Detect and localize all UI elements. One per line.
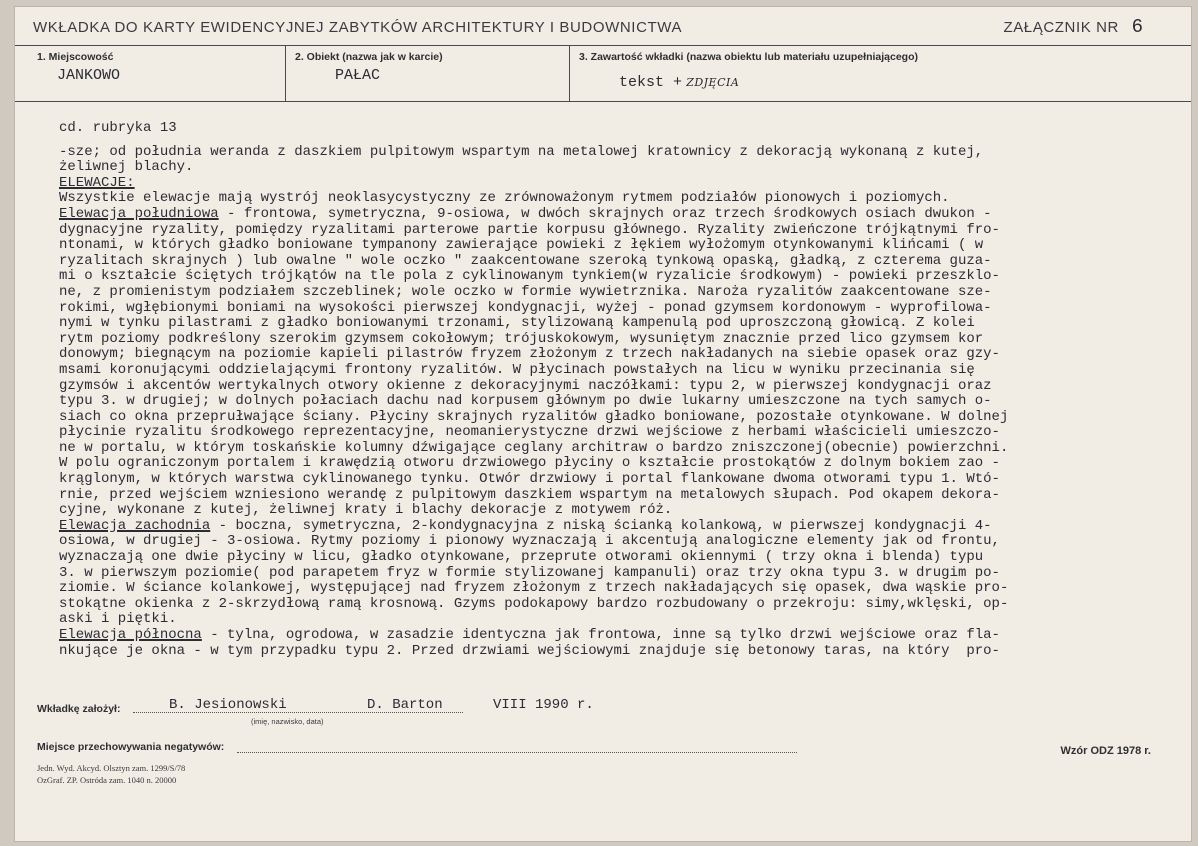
description-line [59, 612, 1179, 628]
description-line [59, 316, 1179, 332]
header-divider [15, 45, 1191, 46]
object-label: 2. Obiekt (nazwa jak w karcie) [295, 51, 443, 63]
line-text: W polu ograniczonym portalem i krawędzią otworu drzwiowego płyciny o kształcie prostokątów z dolnym bokiem zao - [59, 455, 1000, 472]
description-line [59, 301, 1179, 317]
prepared-by-label: Wkładkę założył: [37, 703, 121, 715]
section-heading: Elewacja północna [59, 627, 202, 643]
author-1: B. Jesionowski [169, 697, 287, 713]
description-line [59, 597, 1179, 613]
line-text: osiowa, w drugiej - 3-osiowa. Rytmy poziomy i pionowy wyznaczają i akcentują analogiczne elementy jak od frontu, [59, 533, 1000, 550]
description-line [59, 145, 1179, 161]
line-text: stokątne okienka z 2-skrzydłową ramą krosnową. Gzyms podokapowy bardzo rozbudowany o przekroju: simy,wklęski, op- [59, 595, 1009, 612]
form-pattern: Wzór ODZ 1978 r. [1060, 745, 1151, 757]
description-line [59, 488, 1179, 504]
line-text: - frontowa, symetryczna, 9-osiowa, w dwóch skrajnych oraz trzech środkowych osiach dwukon - [218, 205, 992, 222]
line-text: ziomie. W ściance kolankowej, występującej nad fryzem złożonym z trzech nakładających się opasek, dwa wąskie pro- [59, 580, 1009, 597]
continuation-heading: cd. rubryka 13 [59, 120, 177, 136]
description-line [59, 254, 1179, 270]
line-text: nymi w tynku pilastrami z gładko boniowanymi trzonami, stylizowaną kampenulą pod uproszczoną głowicą. Z kolei [59, 315, 975, 332]
section-heading: Elewacja południowa [59, 205, 219, 222]
description-line [59, 566, 1179, 582]
line-text: ryzalitach skrajnych ) lub owalne " wole oczko " zaakcentowane szeroką tynkową opaską, gładką, z czterema guza- [59, 252, 992, 269]
description-line [59, 425, 1179, 441]
locality-label: 1. Miejscowość [37, 51, 114, 63]
description-line [59, 332, 1179, 348]
description-line [59, 550, 1179, 566]
line-text: cyjne, wykonane z kutej, żeliwnej kraty i blachy dekoracje z motywem róż. [59, 502, 673, 519]
print-info-2: OzGraf. ZP. Ostróda zam. 1040 n. 20000 [37, 775, 177, 785]
author-2: D. Barton [367, 697, 443, 713]
record-insert-card [14, 6, 1192, 842]
line-text: msami koronującymi oddzielającymi frontony ryzalitów. W płycinach powstałych na licu w wyniku przecinania się [59, 361, 975, 378]
names-note: (imię, nazwisko, data) [251, 717, 324, 726]
line-text: rnie, przed wejściem wzniesiono werandę z pulpitowym daszkiem wspartym na metalowych słupach. Pod okapem dekora- [59, 486, 1000, 503]
line-text: mi o kształcie ściętych trójkątów na tle pola z cyklinowanym tynkiem(w ryzalicie środkowym) - powieki przeszklo- [59, 268, 1000, 285]
annex-number: 6 [1131, 16, 1143, 38]
description-line [59, 394, 1179, 410]
section-heading: ELEWACJE: [59, 174, 135, 191]
field-divider-1 [285, 45, 286, 101]
line-text: 3. w pierwszym poziomie( pod parapetem fryz w formie stylizowanej kampanuli) oraz trzy okna typu 3. w drugim po- [59, 564, 1000, 581]
line-text: nkujące je okna - w tym przypadku typu 2. Przed drzwiami wejściowymi znajduje się betonowy taras, na który pro- [59, 642, 1000, 659]
line-text: krąglonym, w których warstwa cyklinowanego tynku. Otwór drzwiowy i portal flankowane dwoma otworami typu 1. Wtó- [59, 471, 1000, 488]
description-line [59, 176, 1179, 192]
locality-value: JANKOWO [57, 67, 121, 84]
description-line [59, 503, 1179, 519]
line-text: dygnacyjne ryzality, pomiędzy ryzalitami parterowe partie korpusu głównego. Ryzality zwieńczone trójkątnymi fro- [59, 221, 1000, 238]
description-line [59, 581, 1179, 597]
description-line [59, 410, 1179, 426]
line-text: aski i piętki. [59, 611, 177, 628]
line-text: ne, z promienistym podziałem szczeblinek; wole oczko w formie wywietrznika. Naroża ryzalitów zaakcentowane sze- [59, 283, 992, 300]
content-label: 3. Zawartość wkładki (nazwa obiektu lub materiału uzupełniającego) [579, 51, 918, 63]
line-text: ntonami, w których gładko boniowane tympanony zawierające powieki z łękiem wyłożomym otynkowanymi klińcami ( w [59, 237, 984, 254]
description-line [59, 644, 1179, 660]
annex-label: ZAŁĄCZNIK NR [1003, 19, 1119, 36]
content-handwritten: ZDJĘCIA [686, 76, 740, 89]
line-text: żeliwnej blachy. [59, 159, 194, 176]
object-value: PAŁAC [335, 67, 381, 84]
line-text: Wszystkie elewacje mają wystrój neoklasycystyczny ze zrównoważonym rytmem podziałów pionowych i poziomych. [59, 190, 950, 207]
line-text: ne w portalu, w którym toskańskie kolumny dźwigające ceglany architraw o bardzo zniszczonej(obecnie) powierzchni. [59, 439, 1009, 456]
content-value: tekst + [619, 74, 683, 91]
line-text: rokimi, wgłębionymi boniami na wysokości pierwszej kondygnacji, wyżej - ponad gzymsem kordonowym - wyprofilowa- [59, 299, 992, 316]
line-text: wyznaczają one dwie płyciny w licu, gładko otynkowane, przeprute otworami okiennymi ( trzy okna i blenda) typu [59, 549, 984, 566]
line-text: rytm poziomy podkreślony szerokim gzymsem cokołowym; trójuskokowym, wysuniętym znacznie przed lico gzymsem kor [59, 330, 984, 347]
line-text: płycinie ryzalitu środkowego reprezentacyjne, neomanierystyczne drzwi wejściowe z herbami właścicieli umieszczo- [59, 424, 1000, 441]
description-line [59, 238, 1179, 254]
description-line [59, 379, 1179, 395]
line-text: - tylna, ogrodowa, w zasadzie identyczna jak frontowa, inne są tylko drzwi wejściowe oraz fla- [201, 627, 1000, 643]
description-line [59, 285, 1179, 301]
negatives-storage-label: Miejsce przechowywania negatywów: [37, 741, 225, 753]
negatives-storage-line [237, 752, 797, 753]
line-text: typu 3. w drugiej; w dolnych połaciach dachu nad korpusem głównym po dwie lukarny umieszczone na tych samych o- [59, 393, 992, 410]
description-line [59, 456, 1179, 472]
line-text: donowym; biegnącym na poziomie kapieli pilastrów fryzem złożonym z trzech nakładanych na siebie opasek oraz gzy- [59, 346, 1000, 363]
line-text: -sze; od południa weranda z daszkiem pulpitowym wspartym na metalowej kratownicy z dekoracją wykonaną z kutej, [59, 143, 984, 160]
fields-divider [15, 101, 1191, 102]
section-heading: Elewacja zachodnia [59, 517, 211, 534]
description-lines [59, 145, 1179, 660]
field-divider-2 [569, 45, 570, 101]
description-line [59, 347, 1179, 363]
description-line [59, 628, 1179, 644]
line-text: siach co okna przeprułwające ściany. Płyciny skrajnych ryzalitów gładko boniowane, pozostałe otynkowane. W dolnej [59, 408, 1009, 425]
description-line [59, 223, 1179, 239]
description-line [59, 269, 1179, 285]
description-body [59, 121, 1179, 659]
description-line [59, 519, 1179, 535]
print-info-1: Jedn. Wyd. Akcyd. Olsztyn zam. 1299/S/78 [37, 763, 186, 773]
form-title: WKŁADKA DO KARTY EWIDENCYJNEJ ZABYTKÓW ARCHITEKTURY I BUDOWNICTWA [33, 19, 683, 36]
prepared-date: VIII 1990 r. [493, 697, 594, 713]
description-line [59, 472, 1179, 488]
line-text: gzymsów i akcentów wertykalnych otwory okienne z dekoracyjnymi naczółkami: typu 2, w pierwszej kondygnacji oraz [59, 377, 992, 394]
description-line [59, 191, 1179, 207]
description-line [59, 207, 1179, 223]
description-line [59, 160, 1179, 176]
description-line [59, 534, 1179, 550]
line-text: - boczna, symetryczna, 2-kondygnacyjna z niską ścianką kolankową, w pierwszej kondygnacji 4- [210, 517, 992, 534]
description-line [59, 441, 1179, 457]
content-value-group [619, 73, 739, 91]
description-line [59, 363, 1179, 379]
